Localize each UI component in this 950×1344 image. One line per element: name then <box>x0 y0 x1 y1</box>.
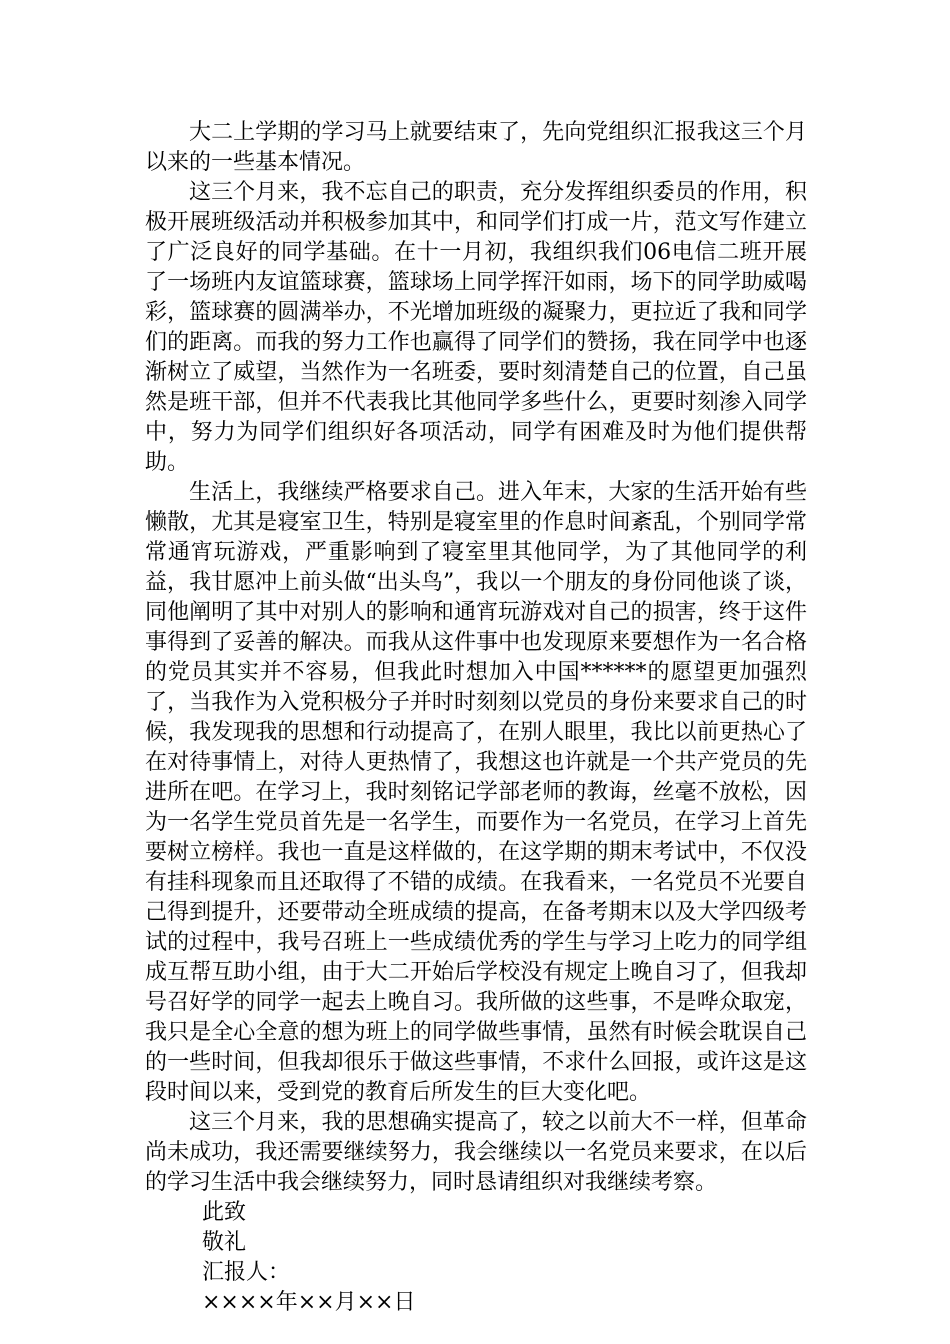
report-date: ××××年××月××日 <box>202 1290 416 1315</box>
closing-salutation: 此致 <box>202 1200 247 1225</box>
paragraph-conclusion: 这三个月来，我的思想确实提高了，较之以前大不一样，但革命尚未成功，我还需要继续努力，我会继续以一名党员来要求，在以后的学习生活中我会继续努力，同时恳请组织对我继续考察。 <box>145 1110 807 1195</box>
paragraph-class-work: 这三个月来，我不忘自己的职责，充分发挥组织委员的作用，积极开展班级活动并积极参加其中，和同学们打成一片，范文写作建立了广泛良好的同学基础。在十一月初，我组织我们06电信二班开展了一场班内友谊篮球赛，篮球场上同学挥汗如雨，场下的同学助威喝彩，篮球赛的圆满举办，不光增加班级的凝聚力，更拉近了我和同学们的距离。而我的努力工作也赢得了同学们的赞扬，我在同学中也逐渐树立了威望，当然作为一名班委，要时刻清楚自己的位置，自己虽然是班干部，但并不代表我比其他同学多些什么，更要时刻渗入同学中，努力为同学们组织好各项活动，同学有困难及时为他们提供帮助。 <box>145 180 807 475</box>
paragraph-intro: 大二上学期的学习马上就要结束了，先向党组织汇报我这三个月以来的一些基本情况。 <box>145 120 807 175</box>
reporter-label: 汇报人： <box>202 1260 291 1285</box>
document-page <box>145 118 807 1318</box>
closing-respect: 敬礼 <box>202 1230 247 1255</box>
paragraph-life-study: 生活上，我继续严格要求自己。进入年末，大家的生活开始有些懒散，尤其是寝室卫生，特别是寝室里的作息时间紊乱，个别同学常常通宵玩游戏，严重影响到了寝室里其他同学，为了其他同学的利益，我甘愿冲上前头做“出头鸟”，我以一个朋友的身份同他谈了谈，同他阐明了其中对别人的影响和通宵玩游戏对自己的损害，终于这件事得到了妥善的解决。而我从这件事中也发现原来要想作为一名合格的党员其实并不容易，但我此时想加入中国******的愿望更加强烈了，当我作为入党积极分子并时时刻刻以党员的身份来要求自己的时候，我发现我的思想和行动提高了，在别人眼里，我比以前更热心了在对待事情上，对待人更热情了，我想这也许就是一个共产党员的先进所在吧。在学习上，我时刻铭记学部老师的教诲，丝毫不放松，因为一名学生党员首先是一名学生，而要作为一名党员，在学习上首先要树立榜样。我也一直是这样做的，在这学期的期末考试中，不仅没有挂科现象而且还取得了不错的成绩。在我看来，一名党员不光要自己得到提升，还要带动全班成绩的提高，在备考期末以及大学四级考试的过程中，我号召班上一些成绩优秀的学生与学习上吃力的同学组成互帮互助小组，由于大二开始后学校没有规定上晚自习了，但我却号召好学的同学一起去上晚自习。我所做的这些事，不是哗众取宠，我只是全心全意的想为班上的同学做些事情，虽然有时候会耽误自己的一些时间，但我却很乐于做这些事情，不求什么回报，或许这是这段时间以来，受到党的教育后所发生的巨大变化吧。 <box>145 480 807 1105</box>
